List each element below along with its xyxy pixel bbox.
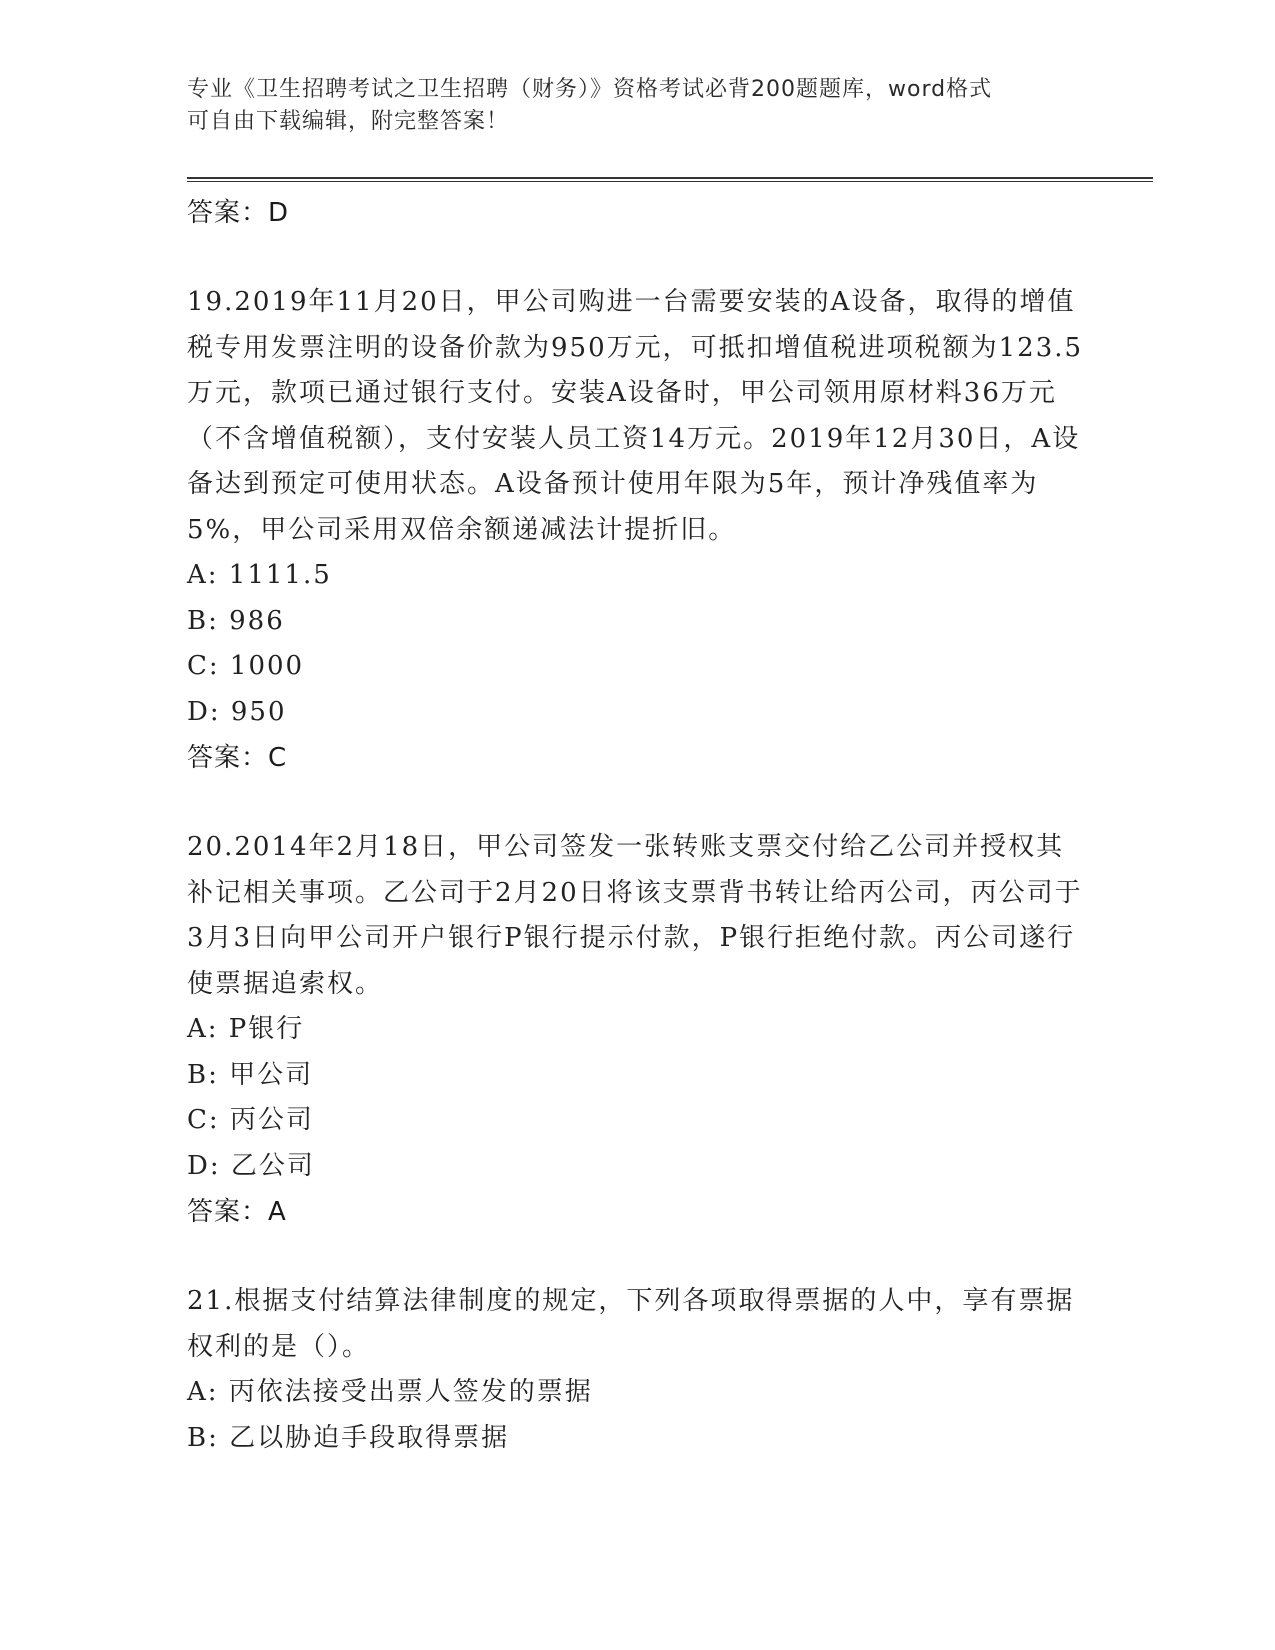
option-a: A: P银行	[187, 1014, 305, 1044]
spacer	[187, 781, 1087, 825]
question-19	[187, 280, 1087, 781]
question-21	[187, 1279, 1087, 1461]
option-a: A: 1111.5	[187, 560, 332, 590]
question-stem: 21.根据支付结算法律制度的规定，下列各项取得票据的人中，享有票据权利的是（）。	[187, 1286, 1075, 1362]
option-b: B: 986	[187, 605, 285, 636]
header-line-1: 专业《卫生招聘考试之卫生招聘（财务）》资格考试必背200题题库，word格式	[187, 77, 993, 102]
document-header	[187, 74, 1087, 138]
option-d: D: 乙公司	[187, 1150, 315, 1181]
option-b: B: 甲公司	[187, 1059, 314, 1090]
option-a: A: 丙依法接受出票人签发的票据	[187, 1377, 593, 1407]
answer-line: 答案：A	[187, 1197, 287, 1227]
document-body	[187, 190, 1087, 1461]
option-c: C: 丙公司	[187, 1105, 314, 1135]
answer-line: 答案：D	[187, 198, 290, 228]
question-stem: 19.2019年11月20日，甲公司购进一台需要安装的A设备，取得的增值税专用发票注明的设备价款为950万元，可抵扣增值税进项税额为123.5万元，款项已通过银行支付。安装A设备时，甲公司领用原材料36万元（不含增值税额），支付安装人员工资14万元。2019年12月30日，A设备达到预定可使用状态。A设备预计使用年限为5年，预计净残值率为5%，甲公司采用双倍余额递减法计提折旧。	[187, 287, 1084, 545]
option-b: B: 乙以胁迫手段取得票据	[187, 1422, 510, 1453]
question-stem: 20.2014年2月18日，甲公司签发一张转账支票交付给乙公司并授权其补记相关事项。乙公司于2月20日将该支票背书转让给丙公司，丙公司于3月3日向甲公司开户银行P银行提示付款，P银行拒绝付款。丙公司遂行使票据追索权。	[187, 832, 1083, 999]
header-line-2: 可自由下载编辑，附完整答案！	[187, 109, 510, 134]
option-d: D: 950	[187, 696, 287, 727]
option-c: C: 1000	[187, 651, 305, 681]
answer-line: 答案：C	[187, 743, 288, 773]
header-divider	[187, 177, 1153, 182]
spacer	[187, 1235, 1087, 1279]
question-20	[187, 825, 1087, 1235]
